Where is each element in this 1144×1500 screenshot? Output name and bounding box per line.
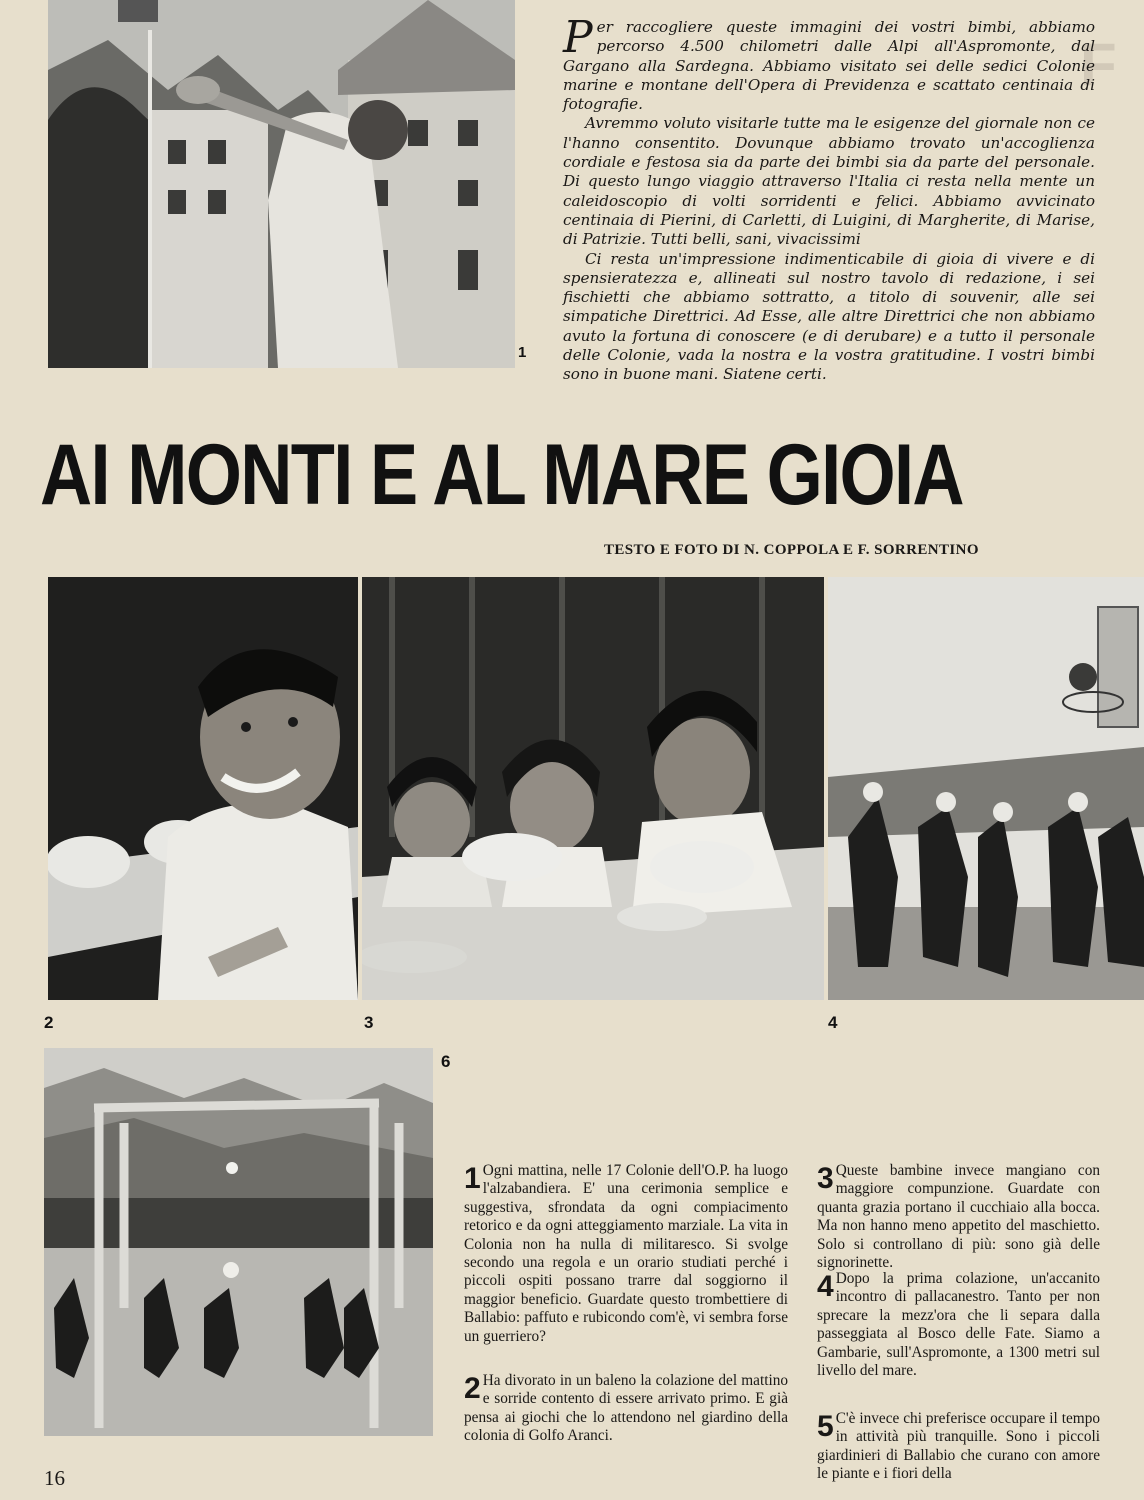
photo-basketball — [828, 577, 1144, 1000]
photo-number-3: 3 — [364, 1013, 374, 1032]
photo-number-4: 4 — [828, 1013, 838, 1032]
byline: TESTO E FOTO DI N. COPPOLA E F. SORRENTINO — [604, 542, 979, 558]
photo-girls-eating — [362, 577, 824, 1000]
trumpeter-image — [48, 0, 515, 368]
caption-1 — [464, 1162, 788, 1346]
caption-2 — [464, 1372, 788, 1446]
photo-number-6: 6 — [441, 1052, 451, 1071]
caption-number-1: 1 — [464, 1162, 481, 1195]
caption-4 — [817, 1270, 1100, 1380]
caption-5 — [817, 1410, 1100, 1484]
intro-paragraph-3: Ci resta un'impressione indimenticabile di gioia di vivere e di spensieratezza e, allineati sul nostro tavolo di redazione, i sei fischietti che abbiamo sottratto, a titolo di souvenir, alle sei simpatiche Direttrici. Ad Esse, alle altre Direttrici che non abbiamo avuto la fortuna di conoscere (e di derubare) e a tutto il personale delle Colonie, vada la nostra e la vostra gratitudine. I vostri bimbi sono in buone mani. Siatene certi. — [563, 249, 1095, 384]
page-number: 16 — [44, 1466, 65, 1490]
smiling-boy-image — [48, 577, 358, 1000]
basketball-image — [828, 577, 1144, 1000]
caption-text-2: Ha divorato in un baleno la colazione del mattino e sorride contento di essere arrivato primo. E già pensa ai giochi che lo attendono nel giardino della colonia di Golfo Aranci. — [464, 1372, 788, 1445]
bleed-through-text: F — [1080, 31, 1117, 98]
football-image — [44, 1048, 433, 1436]
caption-text-4: Dopo la prima colazione, un'accanito incontro di pallacanestro. Tanto per non sprecare la mezz'ora che li separa dalla passeggiata al Bosco delle Fate. Siamo a Gambarie, sull'Aspromonte, a 1300 metri sul livello del mare. — [817, 1270, 1100, 1380]
caption-number-3: 3 — [817, 1162, 834, 1195]
photo-trumpeter — [48, 0, 515, 368]
drop-cap: P — [563, 12, 593, 63]
headline: AI MONTI E AL MARE GIOIA — [40, 427, 963, 523]
photo-number-1: 1 — [518, 344, 527, 361]
caption-number-5: 5 — [817, 1410, 834, 1443]
photo-smiling-boy — [48, 577, 358, 1000]
intro-text — [563, 12, 1095, 385]
caption-3 — [817, 1162, 1100, 1272]
girls-eating-image — [362, 577, 824, 1000]
intro-paragraph-1: Per raccogliere queste immagini dei vostri bimbi, abbiamo percorso 4.500 chilometri dalle Alpi all'Aspromonte, dal Gargano alla Sardegna. Abbiamo visitato sei delle sedici Colonie marine e montane dell'Opera di Previdenza e scattato centinaia di fotografie. — [563, 12, 1095, 114]
intro-paragraph-2: Avremmo voluto visitarle tutte ma le esigenze del giornale non ce l'hanno consentito. Dovunque abbiamo trovato un'accoglienza cordiale e festosa sia da parte dei bimbi sia da parte del personale. Di questo lungo viaggio attraverso l'Italia ci resta nella mente un caleidoscopio di volti sorridenti e felici. Abbiamo avvicinato centinaia di Pierini, di Carletti, di Luigini, di Margherite, di Marise, di Patrizie. Tutti belli, sani, vivacissimi — [563, 114, 1095, 249]
caption-number-4: 4 — [817, 1270, 834, 1303]
photo-number-2: 2 — [44, 1013, 54, 1032]
caption-text-3: Queste bambine invece mangiano con maggiore compunzione. Guardate con quanta grazia portano il cucchiaio alla bocca. Ma non hanno meno appetito del maschietto. Solo si controllano di più: sono già delle signorinette. — [817, 1162, 1100, 1272]
caption-text-1: Ogni mattina, nelle 17 Colonie dell'O.P. ha luogo l'alzabandiera. E' una cerimonia semplice e suggestiva, sfrondata da ogni compiacimento retorico e da ogni atteggiamento marziale. La vita in Colonia non ha nulla di militaresco. Si svolge secondo una regola e un orario studiati perché i piccoli ospiti possano trarre dal soggiorno il maggior beneficio. Guardate questo trombettiere di Ballabio: paffuto e rubicondo com'è, vi sembra forse un guerriero? — [464, 1162, 788, 1345]
photo-football — [44, 1048, 433, 1436]
caption-text-5: C'è invece chi preferisce occupare il tempo in attività più tranquille. Sono i piccoli giardinieri di Ballabio che curano con amore le piante e i fiori della — [817, 1410, 1100, 1483]
caption-number-2: 2 — [464, 1372, 481, 1405]
